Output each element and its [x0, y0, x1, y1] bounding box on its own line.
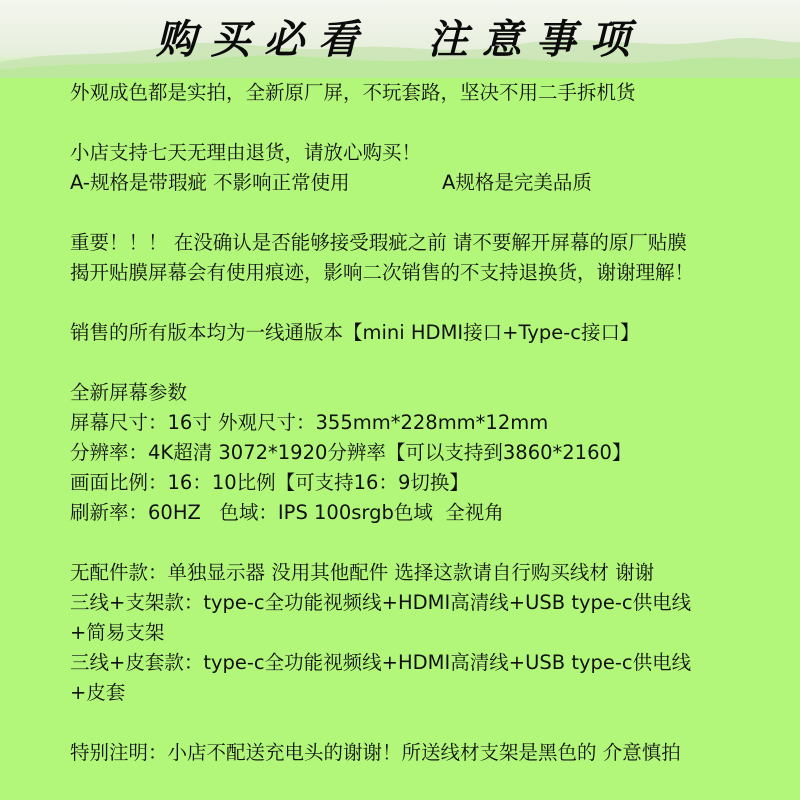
- grade-a: A规格是完美品质: [442, 171, 592, 194]
- spacer: [70, 708, 790, 738]
- option-no-accessories: 无配件款：单独显示器 没用其他配件 选择这款请自行购买线材 谢谢: [70, 561, 655, 584]
- spec-refresh-rate: 刷新率：60HZ 色域：IPS 100srgb色域 全视角: [70, 501, 504, 524]
- option-case-line2: +皮套: [70, 681, 126, 704]
- spec-aspect-ratio: 画面比例：16：10比例【可支持16：9切换】: [70, 471, 469, 494]
- spec-size: 屏幕尺寸：16寸 外观尺寸：355mm*228mm*12mm: [70, 411, 549, 434]
- spacer: [70, 108, 790, 138]
- page-title: 购买必看 注意事项: [156, 16, 644, 63]
- option-stand-line1: 三线+支架款：type-c全功能视频线+HDMI高清线+USB type-c供电线: [70, 591, 692, 614]
- note-important-2: 揭开贴膜屏幕会有使用痕迹，影响二次销售的不支持退换货，谢谢理解！: [70, 261, 695, 284]
- note-important-1: 重要！！！ 在没确认是否能够接受瑕疵之前 请不要解开屏幕的原厂贴膜: [70, 231, 687, 254]
- header-banner: [0, 0, 800, 78]
- note-version: 销售的所有版本均为一线通版本【mini HDMI接口+Type-c接口】: [70, 321, 640, 344]
- spacer: [70, 528, 790, 558]
- special-note: 特别注明：小店不配送充电头的谢谢！所送线材支架是黑色的 介意慎拍: [70, 741, 681, 764]
- spacer: [70, 198, 790, 228]
- grade-a-minus: A-规格是带瑕疵 不影响正常使用: [70, 171, 350, 194]
- spacer: [70, 348, 790, 378]
- option-stand-line2: +简易支架: [70, 621, 165, 644]
- spacer: [70, 288, 790, 318]
- notice-content: [70, 78, 790, 768]
- note-appearance: 外观成色都是实拍，全新原厂屏，不玩套路，坚决不用二手拆机货: [70, 81, 636, 104]
- specs-title: 全新屏幕参数: [70, 381, 188, 404]
- option-case-line1: 三线+皮套款：type-c全功能视频线+HDMI高清线+USB type-c供电线: [70, 651, 692, 674]
- spec-resolution: 分辨率：4K超清 3072*1920分辨率【可以支持到3860*2160】: [70, 441, 632, 464]
- note-grades: [70, 168, 790, 198]
- note-return-policy: 小店支持七天无理由退货，请放心购买！: [70, 141, 422, 164]
